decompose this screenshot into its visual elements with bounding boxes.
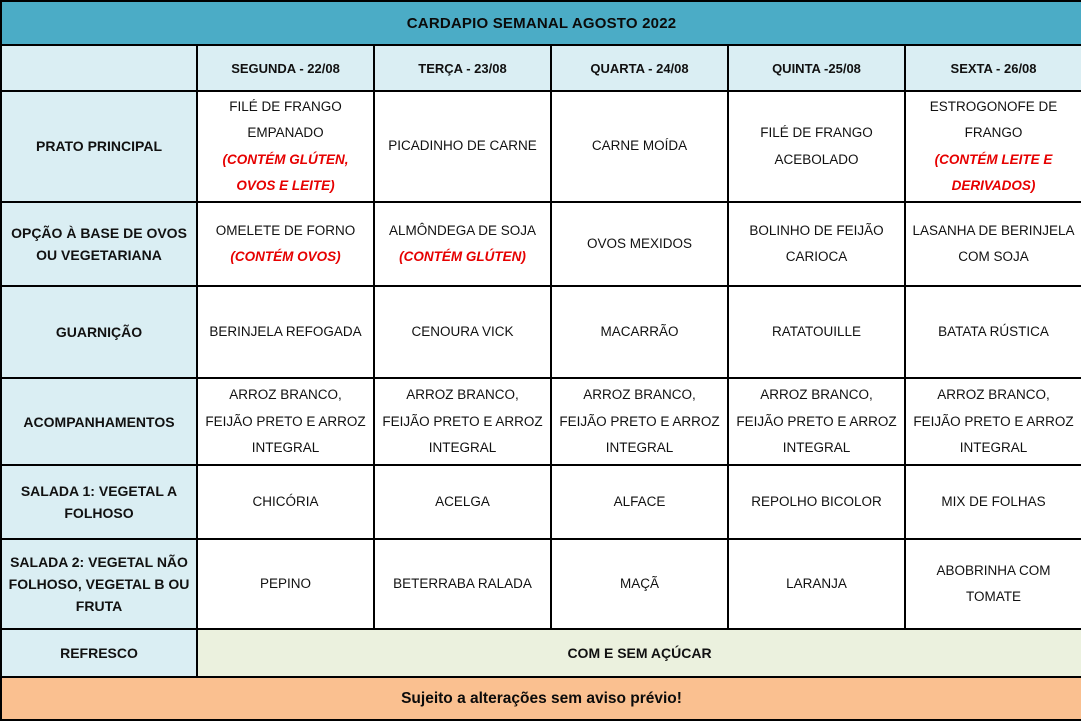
menu-cell: [728, 465, 905, 539]
menu-cell: [551, 378, 728, 465]
row-prato-principal: [1, 91, 1081, 202]
menu-cell: [197, 202, 374, 286]
page-title: CARDAPIO SEMANAL AGOSTO 2022: [1, 1, 1081, 45]
menu-cell: [728, 202, 905, 286]
menu-cell: [728, 378, 905, 465]
menu-cell: [197, 465, 374, 539]
row-guarnicao: [1, 286, 1081, 378]
row-label-acompanhamentos: ACOMPANHAMENTOS: [1, 378, 197, 465]
allergen-note: (CONTÉM GLÚTEN): [399, 249, 526, 265]
footer-row: [1, 677, 1081, 720]
dish-name: ALMÔNDEGA DE SOJA: [388, 222, 537, 238]
row-label-opcao-vegetariana: OPÇÃO À BASE DE OVOS OU VEGETARIANA: [1, 202, 197, 286]
menu-cell: [374, 539, 551, 629]
menu-cell: [905, 286, 1081, 378]
dish-name: BETERRABA RALADA: [393, 576, 532, 592]
day-header-segunda: SEGUNDA - 22/08: [197, 45, 374, 91]
menu-cell: [374, 91, 551, 202]
menu-cell: [728, 286, 905, 378]
row-label-salada-2: SALADA 2: VEGETAL NÃO FOLHOSO, VEGETAL B OU FRUTA: [1, 539, 197, 629]
row-label-guarnicao: GUARNIÇÃO: [1, 286, 197, 378]
dish-name: LASANHA DE BERINJELA COM SOJA: [912, 222, 1075, 265]
dish-name: CENOURA VICK: [411, 324, 514, 340]
footer-notice: Sujeito a alterações sem aviso prévio!: [1, 677, 1081, 720]
row-refresco: [1, 629, 1081, 677]
dish-name: MAÇÃ: [619, 576, 659, 592]
dish-name: ESTROGONOFE DE FRANGO: [929, 99, 1058, 141]
day-header-quinta: QUINTA -25/08: [728, 45, 905, 91]
row-label-salada-1: SALADA 1: VEGETAL A FOLHOSO: [1, 465, 197, 539]
dish-name: REPOLHO BICOLOR: [751, 494, 882, 510]
dish-name: LARANJA: [786, 576, 847, 592]
menu-cell: [197, 539, 374, 629]
menu-cell: [374, 202, 551, 286]
dish-name: ARROZ BRANCO, FEIJÃO PRETO E ARROZ INTEGRAL: [205, 387, 366, 455]
dish-name: ARROZ BRANCO, FEIJÃO PRETO E ARROZ INTEGRAL: [736, 387, 897, 455]
menu-cell: [551, 202, 728, 286]
menu-cell: [905, 378, 1081, 465]
dish-name: BERINJELA REFOGADA: [209, 324, 362, 340]
dish-name: ABOBRINHA COM TOMATE: [936, 562, 1051, 605]
dish-name: FILÉ DE FRANGO EMPANADO: [229, 99, 342, 141]
menu-cell: [374, 286, 551, 378]
dish-name: ACELGA: [435, 494, 490, 510]
menu-cell: [728, 91, 905, 202]
dish-name: MIX DE FOLHAS: [941, 494, 1046, 510]
menu-cell: [551, 286, 728, 378]
row-salada-1: [1, 465, 1081, 539]
dish-name: PICADINHO DE CARNE: [388, 138, 537, 154]
dish-name: ARROZ BRANCO, FEIJÃO PRETO E ARROZ INTEGRAL: [559, 387, 720, 455]
dish-name: BATATA RÚSTICA: [938, 324, 1049, 340]
dish-name: OVOS MEXIDOS: [586, 236, 693, 252]
menu-cell: [905, 91, 1081, 202]
corner-empty-cell: [1, 45, 197, 91]
allergen-note: (CONTÉM GLÚTEN, OVOS E LEITE): [222, 151, 349, 193]
title-row: [1, 1, 1081, 45]
menu-cell: [551, 539, 728, 629]
dish-name: OMELETE DE FORNO: [215, 222, 356, 238]
menu-cell: [197, 91, 374, 202]
menu-cell: [728, 539, 905, 629]
dish-name: RATATOUILLE: [771, 324, 862, 340]
dish-name: FILÉ DE FRANGO ACEBOLADO: [760, 125, 873, 167]
dish-name: ALFACE: [613, 494, 666, 510]
menu-cell: [197, 286, 374, 378]
allergen-note: (CONTÉM OVOS): [230, 249, 341, 265]
menu-cell: [905, 202, 1081, 286]
row-salada-2: [1, 539, 1081, 629]
row-acompanhamentos: [1, 378, 1081, 465]
menu-cell: [905, 539, 1081, 629]
day-header-sexta: SEXTA - 26/08: [905, 45, 1081, 91]
dish-name: CARNE MOÍDA: [591, 138, 688, 154]
dish-name: CHICÓRIA: [252, 494, 319, 510]
day-header-row: [1, 45, 1081, 91]
row-opcao-vegetariana: [1, 202, 1081, 286]
dish-name: MACARRÃO: [600, 324, 679, 340]
dish-name: PEPINO: [259, 576, 311, 592]
menu-cell: [905, 465, 1081, 539]
day-header-quarta: QUARTA - 24/08: [551, 45, 728, 91]
menu-cell: [374, 378, 551, 465]
menu-cell: [551, 91, 728, 202]
allergen-note: (CONTÉM LEITE E DERIVADOS): [934, 151, 1053, 193]
dish-name: ARROZ BRANCO, FEIJÃO PRETO E ARROZ INTEGRAL: [382, 387, 543, 455]
day-header-terca: TERÇA - 23/08: [374, 45, 551, 91]
menu-cell: [197, 378, 374, 465]
menu-cell: [374, 465, 551, 539]
row-label-refresco: REFRESCO: [1, 629, 197, 677]
dish-name: ARROZ BRANCO, FEIJÃO PRETO E ARROZ INTEGRAL: [913, 387, 1074, 455]
row-label-prato-principal: PRATO PRINCIPAL: [1, 91, 197, 202]
refresco-value-cell: COM E SEM AÇÚCAR: [197, 629, 1081, 677]
menu-cell: [551, 465, 728, 539]
dish-name: BOLINHO DE FEIJÃO CARIOCA: [749, 222, 884, 265]
